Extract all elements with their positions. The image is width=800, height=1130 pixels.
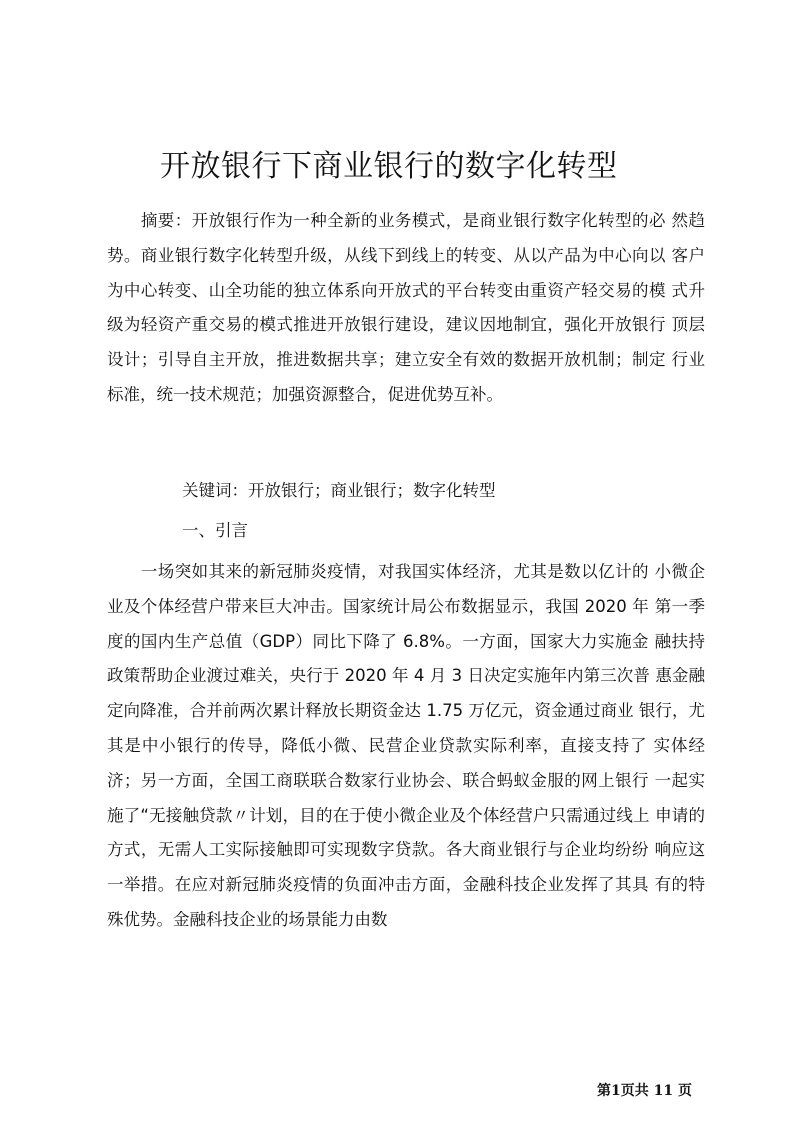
section-heading-introduction: 一、引言 xyxy=(182,521,248,540)
introduction-paragraph: 一场突如其来的新冠肺炎疫情，对我国实体经济，尤其是数以亿计的 小微企业及个体经营户带来巨大冲击。国家统计局公布数据显示，我国 2020 年 第一季度的国内生产总值（GDP）同比下降了 6.8%。一方面，国家大力实施金 融扶持政策帮助企业渡过难关，央行于 2020 年 4 月 3 日决定实施年内第三次普 惠金融定向降准，合并前两次累计释放长期资金达 1.75 万亿元，资金通过商业 银行，尤其是中小银行的传导，降低小微、民营企业贷款实际利率，直接支持了 实体经济；另一方面，全国工商联联合数家行业协会、联合蚂蚁金服的网上银行 一起实施了“无接触贷款〃计划，目的在于使小微企业及个体经营户只需通过线上 申请的方式，无需人工实际接触即可实现数字贷款。各大商业银行与企业均纷纷 响应这一举措。在应对新冠肺炎疫情的负面冲击方面，金融科技企业发挥了其具 有的特殊优势。金融科技企业的场景能力由数 xyxy=(107,562,705,929)
document-title: 开放银行下商业银行的数字化转型 xyxy=(160,149,618,184)
keywords-line: 关键词：开放银行；商业银行；数字化转型 xyxy=(182,481,496,500)
introduction-block xyxy=(107,555,705,938)
page-number-footer: 第1页共 11 页 xyxy=(597,1083,692,1099)
abstract-paragraph: 摘要：开放银行作为一种全新的业务模式，是商业银行数字化转型的必 然趋势。商业银行数字化转型升级，从线下到线上的转变、从以产品为中心向以 客户为中心转变、山全功能的独立体系向开放式的平台转变由重资产轻交易的模 式升级为轻资产重交易的模式推进开放银行建设，建议因地制宜，强化开放银行 顶层设计；引导自主开放，推进数据共享；建立安全有效的数据开放机制；制定 行业标准，统一技术规范；加强资源整合，促进优势互补。 xyxy=(107,211,705,404)
abstract-block xyxy=(107,204,705,413)
